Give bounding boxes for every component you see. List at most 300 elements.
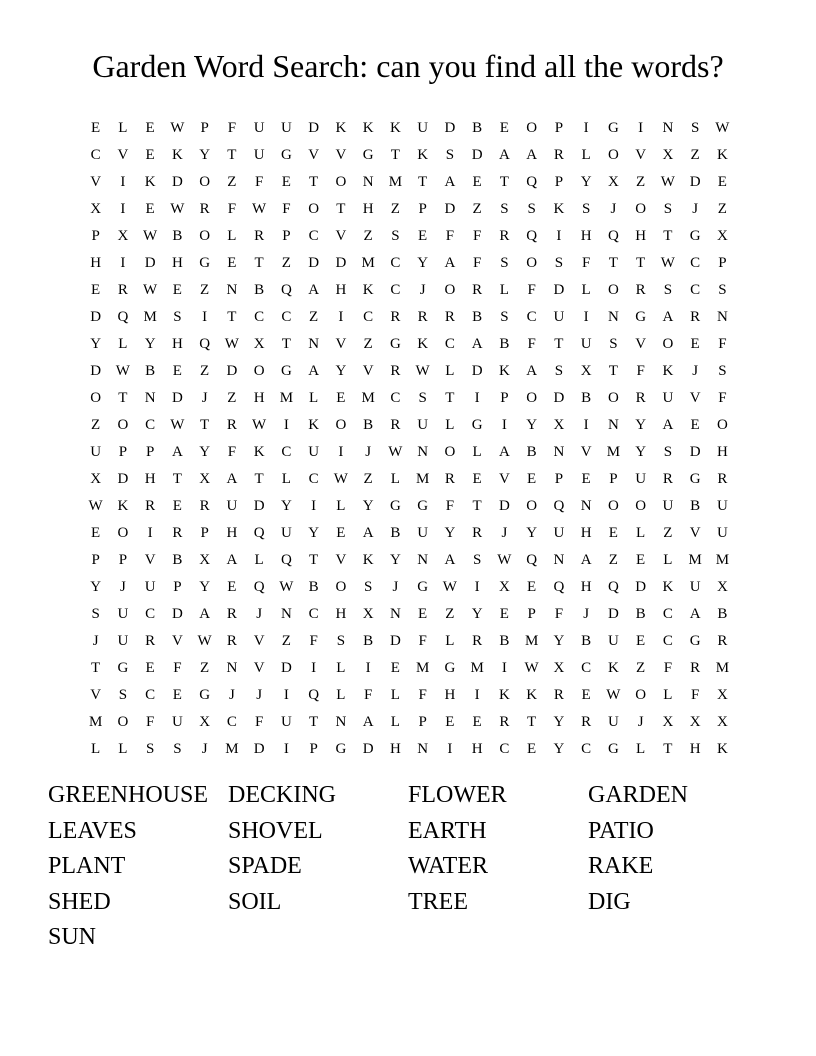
grid-letter: D — [689, 173, 701, 190]
grid-letter: G — [689, 632, 701, 649]
puzzle-title: Garden Word Search: can you find all the words? — [92, 48, 724, 84]
grid-letter: Z — [472, 200, 482, 217]
grid-letter: U — [117, 632, 129, 649]
grid-letter: O — [635, 497, 647, 514]
grid-letter: O — [716, 416, 728, 433]
grid-letter: B — [472, 308, 483, 325]
grid-letter: G — [635, 308, 647, 325]
grid-letter: S — [118, 686, 128, 703]
grid-letter: K — [662, 362, 674, 379]
grid-letter: Q — [280, 551, 292, 568]
grid-letter: Q — [526, 173, 538, 190]
grid-letter: S — [445, 146, 455, 163]
grid-letter: A — [308, 281, 320, 298]
grid-letter: W — [115, 362, 130, 379]
grid-letter: X — [199, 470, 211, 487]
grid-letter: A — [444, 254, 456, 271]
grid-letter: S — [690, 119, 700, 136]
grid-letter: Z — [663, 524, 673, 541]
grid-letter: N — [280, 605, 292, 622]
grid-letter: S — [581, 200, 591, 217]
grid-letter: D — [444, 200, 456, 217]
grid-letter: P — [554, 173, 564, 190]
grid-letter: H — [90, 254, 102, 271]
grid-letter: Q — [199, 335, 211, 352]
grid-letter: W — [497, 551, 512, 568]
grid-letter: J — [419, 281, 426, 298]
grid-letter: K — [389, 119, 401, 136]
grid-letter: X — [199, 551, 211, 568]
grid-letter: I — [311, 497, 317, 514]
grid-letter: L — [254, 551, 264, 568]
grid-letter: U — [580, 335, 592, 352]
grid-letter: E — [172, 281, 182, 298]
grid-letter: A — [171, 443, 183, 460]
grid-letter: R — [226, 632, 237, 649]
grid-letter: P — [282, 227, 291, 244]
grid-letter: D — [635, 578, 647, 595]
grid-letter: F — [282, 200, 291, 217]
grid-row — [82, 222, 736, 249]
grid-letter: V — [335, 227, 347, 244]
grid-letter: M — [88, 713, 103, 730]
grid-letter: Q — [308, 686, 320, 703]
grid-letter: B — [145, 362, 156, 379]
grid-letter: M — [279, 389, 294, 406]
grid-letter: L — [390, 686, 400, 703]
grid-letter: Y — [444, 524, 456, 541]
grid-letter: R — [226, 416, 237, 433]
grid-letter: D — [444, 119, 456, 136]
grid-letter: O — [308, 200, 320, 217]
grid-letter: C — [226, 713, 237, 730]
grid-letter: U — [607, 713, 619, 730]
grid-letter: T — [472, 497, 482, 514]
grid-row — [82, 735, 736, 762]
word-list-item: SHED — [48, 888, 111, 915]
grid-letter: Y — [199, 443, 211, 460]
grid-letter: Q — [117, 308, 129, 325]
grid-letter: S — [363, 578, 373, 595]
grid-letter: F — [636, 362, 645, 379]
grid-letter: J — [365, 443, 372, 460]
grid-letter: C — [444, 335, 455, 352]
grid-letter: T — [309, 551, 319, 568]
grid-letter: R — [472, 281, 483, 298]
grid-letter: R — [172, 524, 183, 541]
grid-letter: G — [389, 335, 401, 352]
grid-letter: X — [362, 605, 374, 622]
grid-letter: C — [390, 254, 401, 271]
grid-letter: M — [415, 659, 430, 676]
grid-letter: Z — [717, 200, 727, 217]
grid-letter: Y — [553, 740, 565, 757]
grid-letter: Z — [281, 632, 291, 649]
grid-letter: W — [224, 335, 239, 352]
grid-letter: I — [283, 416, 289, 433]
grid-letter: U — [280, 119, 292, 136]
grid-letter: J — [201, 389, 208, 406]
grid-letter: K — [362, 281, 374, 298]
grid-letter: A — [444, 551, 456, 568]
grid-letter: U — [635, 470, 647, 487]
grid-letter: E — [472, 713, 482, 730]
grid-letter: O — [526, 497, 538, 514]
grid-letter: J — [92, 632, 99, 649]
grid-letter: O — [607, 281, 619, 298]
grid-letter: E — [499, 605, 509, 622]
grid-letter: R — [472, 524, 483, 541]
grid-letter: I — [283, 686, 289, 703]
grid-letter: F — [418, 686, 427, 703]
grid-letter: L — [390, 713, 400, 730]
grid-letter: F — [309, 632, 318, 649]
grid-letter: P — [609, 470, 618, 487]
grid-letter: A — [226, 470, 238, 487]
grid-letter: W — [170, 416, 185, 433]
grid-letter: N — [417, 443, 429, 460]
grid-letter: S — [718, 281, 727, 298]
grid-letter: T — [91, 659, 101, 676]
grid-letter: X — [90, 470, 102, 487]
grid-letter: Y — [471, 605, 483, 622]
grid-letter: G — [335, 740, 347, 757]
grid-letter: C — [690, 281, 701, 298]
grid-letter: R — [581, 713, 592, 730]
grid-letter: E — [145, 146, 155, 163]
grid-row — [82, 627, 736, 654]
grid-letter: E — [336, 389, 346, 406]
grid-letter: W — [333, 470, 348, 487]
grid-letter: X — [498, 578, 510, 595]
grid-letter: W — [170, 200, 185, 217]
grid-letter: Z — [608, 551, 618, 568]
grid-letter: H — [335, 605, 347, 622]
grid-letter: M — [470, 659, 484, 676]
grid-letter: V — [362, 362, 374, 379]
grid-letter: N — [716, 308, 728, 325]
grid-letter: C — [308, 470, 319, 487]
grid-letter: V — [90, 173, 102, 190]
grid-letter: E — [172, 497, 182, 514]
grid-letter: T — [309, 173, 319, 190]
word-list-item: TREE — [408, 888, 468, 915]
grid-letter: N — [662, 119, 674, 136]
grid-letter: W — [143, 281, 158, 298]
grid-letter: D — [253, 497, 265, 514]
grid-letter: C — [145, 686, 156, 703]
grid-letter: O — [335, 416, 347, 433]
grid-row — [82, 303, 736, 330]
grid-letter: Z — [227, 389, 237, 406]
grid-letter: H — [444, 686, 456, 703]
grid-letter: U — [280, 524, 292, 541]
grid-letter: W — [660, 173, 675, 190]
grid-letter: F — [527, 281, 536, 298]
grid-letter: X — [580, 362, 592, 379]
grid-letter: K — [253, 443, 265, 460]
grid-letter: Q — [607, 227, 619, 244]
grid-letter: T — [336, 200, 346, 217]
grid-letter: Z — [690, 146, 700, 163]
grid-letter: Q — [526, 227, 538, 244]
grid-letter: I — [311, 659, 317, 676]
grid-letter: E — [608, 524, 618, 541]
grid-letter: U — [716, 524, 728, 541]
grid-letter: L — [663, 551, 673, 568]
grid-letter: O — [444, 443, 456, 460]
grid-letter: Y — [144, 335, 156, 352]
word-list-item: SOIL — [228, 888, 282, 915]
grid-letter: L — [336, 686, 346, 703]
grid-letter: F — [690, 686, 700, 703]
grid-letter: Z — [636, 173, 646, 190]
grid-letter: L — [581, 146, 591, 163]
grid-letter: O — [253, 362, 265, 379]
grid-letter: U — [553, 524, 565, 541]
grid-letter: Y — [90, 335, 102, 352]
grid-letter: C — [308, 605, 319, 622]
grid-letter: K — [498, 362, 510, 379]
grid-letter: W — [388, 443, 403, 460]
grid-letter: U — [716, 497, 728, 514]
grid-letter: C — [363, 308, 374, 325]
grid-letter: E — [172, 362, 182, 379]
grid-letter: N — [308, 335, 320, 352]
grid-letter: R — [145, 497, 156, 514]
grid-letter: Y — [417, 254, 429, 271]
grid-letter: E — [527, 470, 537, 487]
grid-letter: X — [716, 713, 728, 730]
grid-letter: P — [718, 254, 727, 271]
grid-letter: U — [226, 497, 238, 514]
grid-letter: S — [336, 632, 346, 649]
grid-letter: O — [607, 389, 619, 406]
grid-letter: V — [90, 686, 102, 703]
grid-letter: Y — [526, 416, 538, 433]
grid-letter: F — [363, 686, 373, 703]
grid-letter: I — [638, 119, 644, 136]
grid-letter: D — [335, 254, 347, 271]
grid-row — [82, 141, 736, 168]
grid-letter: I — [474, 686, 480, 703]
grid-letter: G — [417, 497, 429, 514]
grid-letter: R — [199, 200, 210, 217]
grid-letter: R — [635, 389, 646, 406]
grid-letter: X — [553, 659, 565, 676]
grid-letter: I — [338, 443, 344, 460]
grid-letter: T — [172, 470, 182, 487]
grid-letter: F — [472, 254, 482, 271]
grid-letter: B — [308, 578, 319, 595]
word-list-item: WATER — [408, 853, 488, 879]
word-list-item: DECKING — [228, 782, 336, 808]
grid-letter: P — [91, 227, 100, 244]
grid-letter: W — [252, 200, 267, 217]
grid-letter: T — [254, 254, 264, 271]
grid-letter: V — [335, 335, 347, 352]
grid-letter: G — [689, 227, 701, 244]
grid-letter: B — [581, 389, 592, 406]
grid-letter: E — [527, 740, 537, 757]
grid-letter: Y — [389, 551, 401, 568]
grid-letter: C — [254, 308, 265, 325]
grid-letter: E — [227, 578, 237, 595]
grid-letter: C — [499, 740, 510, 757]
grid-letter: N — [607, 416, 619, 433]
grid-row — [82, 492, 736, 519]
grid-letter: Z — [281, 254, 291, 271]
grid-letter: A — [362, 524, 374, 541]
grid-letter: F — [445, 497, 455, 514]
grid-letter: J — [392, 578, 399, 595]
grid-letter: B — [363, 632, 374, 649]
grid-letter: E — [91, 119, 101, 136]
grid-letter: F — [173, 659, 182, 676]
grid-letter: Y — [308, 524, 320, 541]
grid-letter: I — [556, 227, 562, 244]
grid-row — [82, 681, 736, 708]
grid-letter: G — [280, 146, 292, 163]
grid-letter: G — [689, 470, 701, 487]
grid-letter: O — [635, 686, 647, 703]
grid-letter: E — [717, 173, 727, 190]
grid-letter: V — [253, 659, 265, 676]
grid-letter: A — [689, 605, 701, 622]
grid-letter: L — [336, 497, 346, 514]
grid-letter: E — [145, 200, 155, 217]
grid-letter: T — [254, 470, 264, 487]
grid-letter: A — [662, 416, 674, 433]
grid-letter: S — [145, 740, 155, 757]
grid-letter: H — [716, 443, 728, 460]
grid-letter: Z — [91, 416, 101, 433]
grid-letter: Q — [253, 524, 265, 541]
grid-letter: P — [200, 119, 209, 136]
grid-letter: K — [662, 578, 674, 595]
grid-letter: U — [553, 308, 565, 325]
grid-letter: T — [499, 173, 509, 190]
grid-letter: H — [144, 470, 156, 487]
grid-letter: N — [362, 173, 374, 190]
grid-letter: P — [554, 470, 564, 487]
grid-letter: L — [281, 470, 291, 487]
grid-letter: R — [553, 686, 564, 703]
grid-letter: S — [500, 200, 509, 217]
grid-letter: N — [553, 551, 565, 568]
grid-letter: A — [444, 173, 456, 190]
grid-letter: V — [635, 335, 647, 352]
grid-letter: M — [606, 443, 621, 460]
grid-letter: O — [90, 389, 102, 406]
grid-letter: F — [663, 659, 673, 676]
grid-letter: L — [445, 362, 455, 379]
grid-letter: Y — [199, 146, 211, 163]
grid-letter: I — [365, 659, 371, 676]
grid-letter: X — [662, 713, 674, 730]
grid-letter: F — [145, 713, 155, 730]
letter-grid — [82, 114, 736, 762]
grid-letter: N — [389, 605, 401, 622]
grid-letter: Q — [526, 551, 538, 568]
grid-letter: N — [607, 308, 619, 325]
grid-letter: Z — [200, 281, 210, 298]
grid-letter: U — [117, 605, 129, 622]
grid-letter: B — [717, 605, 728, 622]
grid-letter: E — [527, 578, 537, 595]
grid-letter: I — [120, 254, 126, 271]
grid-letter: H — [635, 227, 647, 244]
grid-letter: I — [202, 308, 208, 325]
grid-letter: Y — [280, 497, 292, 514]
grid-letter: N — [417, 551, 429, 568]
grid-letter: C — [145, 416, 156, 433]
grid-letter: M — [524, 632, 539, 649]
grid-letter: H — [362, 200, 374, 217]
grid-letter: X — [662, 146, 674, 163]
grid-row — [82, 438, 736, 465]
grid-letter: K — [526, 686, 538, 703]
grid-letter: E — [581, 686, 591, 703]
grid-letter: X — [716, 578, 728, 595]
grid-letter: L — [663, 686, 673, 703]
grid-letter: U — [253, 119, 265, 136]
grid-letter: N — [417, 740, 429, 757]
word-list-item: SPADE — [228, 853, 302, 879]
grid-letter: U — [662, 389, 674, 406]
grid-letter: R — [717, 632, 728, 649]
grid-letter: D — [90, 308, 102, 325]
grid-letter: P — [418, 713, 427, 730]
grid-letter: B — [363, 416, 374, 433]
grid-letter: R — [226, 605, 237, 622]
grid-letter: C — [690, 254, 701, 271]
grid-letter: P — [527, 605, 536, 622]
grid-letter: R — [662, 470, 673, 487]
grid-row — [82, 357, 736, 384]
grid-letter: K — [144, 173, 156, 190]
grid-letter: M — [688, 551, 702, 568]
grid-letter: Y — [553, 632, 565, 649]
grid-letter: S — [554, 362, 564, 379]
grid-letter: W — [442, 578, 457, 595]
grid-letter: D — [607, 605, 619, 622]
grid-letter: O — [526, 254, 538, 271]
grid-letter: Y — [362, 497, 374, 514]
grid-letter: V — [689, 389, 701, 406]
grid-letter: R — [390, 362, 401, 379]
grid-letter: D — [253, 740, 265, 757]
grid-letter: O — [199, 227, 211, 244]
grid-letter: J — [256, 605, 263, 622]
grid-letter: L — [91, 740, 101, 757]
grid-letter: E — [227, 254, 237, 271]
grid-letter: F — [254, 173, 264, 190]
grid-letter: T — [309, 713, 319, 730]
grid-letter: E — [690, 335, 700, 352]
grid-letter: Z — [390, 200, 400, 217]
grid-letter: D — [471, 362, 483, 379]
grid-letter: G — [389, 497, 401, 514]
grid-letter: T — [390, 146, 400, 163]
grid-letter: L — [472, 443, 482, 460]
grid-letter: B — [690, 497, 701, 514]
grid-letter: C — [581, 740, 592, 757]
grid-letter: K — [417, 146, 429, 163]
grid-letter: K — [362, 551, 374, 568]
grid-letter: F — [445, 227, 455, 244]
grid-letter: A — [580, 551, 592, 568]
